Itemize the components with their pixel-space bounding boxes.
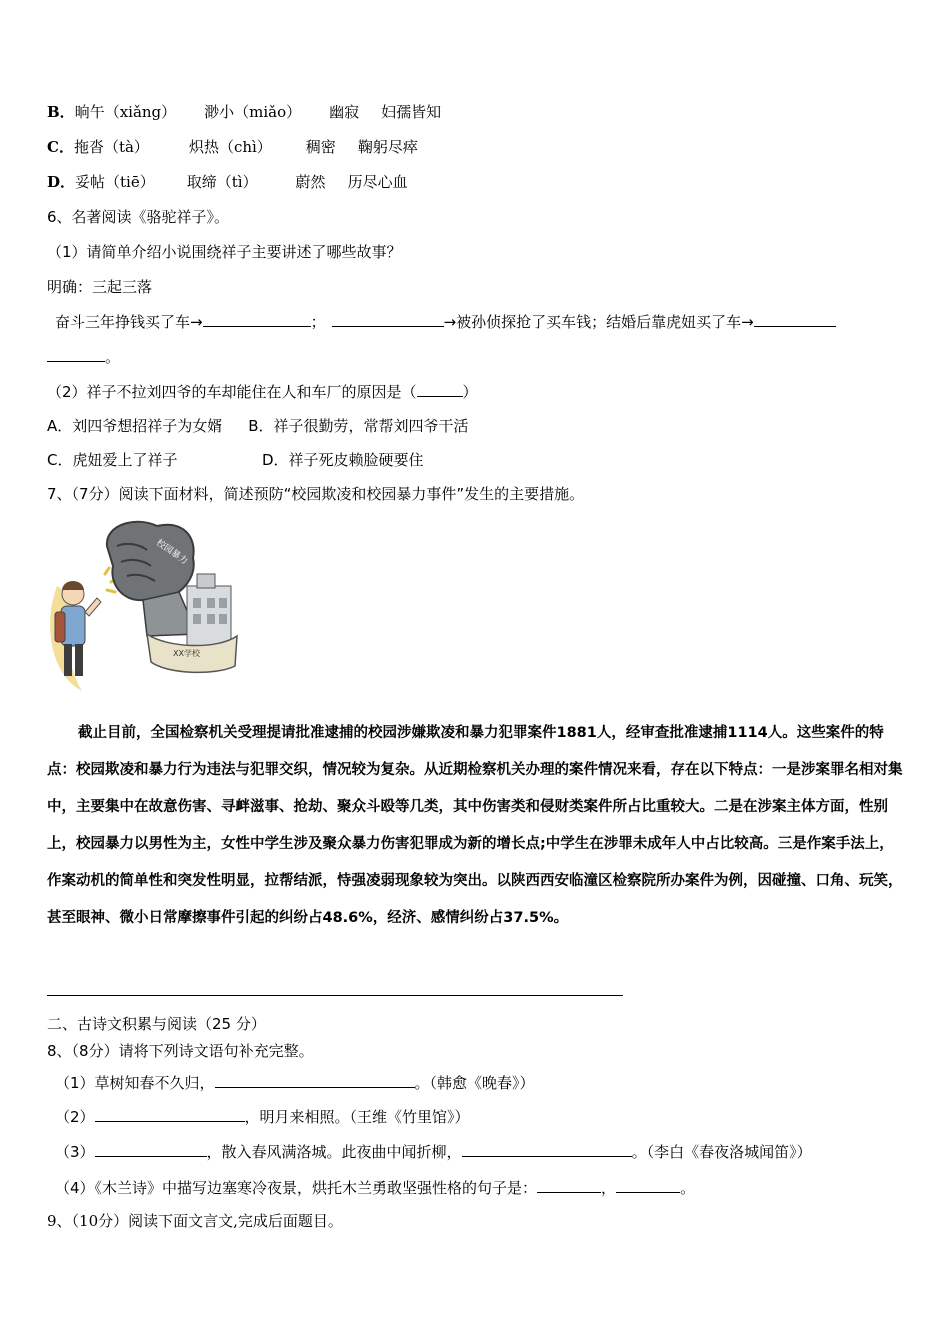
q6-story-line-2 <box>47 347 120 367</box>
q6-seg1: 奋斗三年挣钱买了车→ <box>55 313 203 331</box>
q7-title: 7、（7分）阅读下面材料，简述预防“校园欺凌和校园暴力事件”发生的主要措施。 <box>47 485 585 503</box>
q8-l1a: （1）草树知春不久归， <box>55 1074 215 1092</box>
option-d-word-2: 取缔（tì） <box>186 173 258 191</box>
q8-line-1 <box>55 1073 535 1093</box>
fist-label: 校园暴力 <box>154 537 190 567</box>
q8-l4a: （4）《木兰诗》中描写边塞寒冷夜景，烘托木兰勇敢坚强性格的句子是： <box>55 1179 538 1197</box>
q8-title: 8、（8分）请将下列诗文语句补充完整。 <box>47 1042 314 1060</box>
q6-sub2 <box>47 382 478 402</box>
q6-blank-3-cont[interactable] <box>47 347 105 362</box>
q6-option-d: D．祥子死皮赖脸硬要住 <box>262 451 424 469</box>
q6-blank-3[interactable] <box>754 312 836 327</box>
q6-end: 。 <box>105 348 121 366</box>
option-d-word-3: 蔚然 <box>295 173 326 191</box>
option-c-row <box>47 137 418 157</box>
q8-blank-1[interactable] <box>215 1073 415 1088</box>
option-c-word-4: 鞠躬尽瘁 <box>357 138 418 156</box>
q6-seg2: ； <box>310 313 326 331</box>
option-d-row <box>47 172 408 192</box>
school-label: XX学校 <box>173 649 200 658</box>
q6-title: 6、名著阅读《骆驼祥子》。 <box>47 208 230 226</box>
q6-story-line <box>55 312 836 332</box>
q8-l2b: ，明月来相照。（王维《竹里馆》） <box>244 1108 470 1126</box>
option-d-label: D． <box>47 173 76 191</box>
section2-title: 二、古诗文积累与阅读（25 分） <box>47 1015 266 1033</box>
option-c-word-1: 拖沓（tà） <box>73 138 149 156</box>
q8-blank-3[interactable] <box>95 1142 207 1157</box>
q8-blank-5[interactable] <box>537 1178 601 1193</box>
q6-sub2-blank[interactable] <box>417 382 463 397</box>
q8-l3c: 。（李白《春夜洛城闻笛》） <box>631 1143 812 1161</box>
option-c-label: C． <box>47 138 74 156</box>
answer-line[interactable] <box>47 995 623 996</box>
option-c-word-3: 稠密 <box>305 138 336 156</box>
q8-line-3 <box>55 1142 812 1162</box>
option-b-word-4: 妇孺皆知 <box>381 103 442 121</box>
q7-paragraph-text: 截止目前，全国检察机关受理提请批准逮捕的校园涉嫌欺凌和暴力犯罪案件1881人，经审查批准逮捕1114人。这些案件的特点：校园欺凌和暴力行为违法与犯罪交织，情况较为复杂。从近期检察机关办理的案件情况来看，存在以下特点：一是涉案罪名相对集中，主要集中在故意伤害、寻衅滋事、抢劫、聚众斗殴等几类，其中伤害类和侵财类案件所占比重较大。二是在涉案主体方面，性别上，校园暴力以男性为主，女性中学生涉及聚众暴力伤害犯罪成为新的增长点;中学生在涉罪未成年人中占比较高。三是作案手法上，作案动机的简单性和突发性明显，拉帮结派，恃强凌弱现象较为突出。以陕西西安临潼区检察院所办案件为例，因碰撞、口角、玩笑，甚至眼神、微小日常摩擦事件引起的纠纷占48.6%，经济、感情纠纷占37.5%。 <box>47 725 903 926</box>
q6-option-b: B．祥子很勤劳，常帮刘四爷干活 <box>248 417 469 435</box>
q6-blank-2[interactable] <box>332 312 444 327</box>
option-b-word-3: 幽寂 <box>329 103 360 121</box>
q6-hint: 明确：三起三落 <box>47 278 153 296</box>
option-d-word-1: 妥帖（tiē） <box>75 173 155 191</box>
q6-option-c: C．虎妞爱上了祥子 <box>47 451 178 469</box>
q6-sub2-text: （2）祥子不拉刘四爷的车却能住在人和车厂的原因是（ <box>47 383 417 401</box>
q6-sub2-end: ） <box>462 383 478 401</box>
q8-l4b: ， <box>601 1179 617 1197</box>
q8-line-4 <box>55 1178 695 1198</box>
q8-l4c: 。 <box>680 1179 696 1197</box>
q7-paragraph <box>47 715 905 937</box>
q8-line-2 <box>55 1107 470 1127</box>
q6-options-row-1 <box>47 416 469 436</box>
q6-seg3: →被孙侦探抢了买车钱；结婚后靠虎妞买了车→ <box>443 313 754 331</box>
option-b-word-1: 晌午（xiǎng） <box>74 103 177 121</box>
q8-l2a: （2） <box>55 1108 95 1126</box>
school-bullying-illustration <box>47 516 247 696</box>
option-b-label: B． <box>47 103 75 121</box>
option-b-word-2: 渺小（miǎo） <box>204 103 302 121</box>
q6-options-row-2 <box>47 450 424 470</box>
q8-blank-6[interactable] <box>616 1178 680 1193</box>
q9-title: 9、（10分）阅读下面文言文,完成后面题目。 <box>47 1212 343 1230</box>
q6-blank-1[interactable] <box>203 312 311 327</box>
option-c-word-2: 炽热（chì） <box>188 138 272 156</box>
option-d-word-4: 历尽心血 <box>347 173 408 191</box>
option-b-row <box>47 102 441 122</box>
q8-l3a: （3） <box>55 1143 95 1161</box>
q6-option-a: A．刘四爷想招祥子为女婿 <box>47 417 223 435</box>
q8-l3b: ，散入春风满洛城。此夜曲中闻折柳， <box>206 1143 462 1161</box>
q8-blank-2[interactable] <box>95 1107 245 1122</box>
q6-sub1: （1）请简单介绍小说围绕祥子主要讲述了哪些故事？ <box>47 243 402 261</box>
q8-l1b: 。（韩愈《晚春》） <box>414 1074 535 1092</box>
q8-blank-4[interactable] <box>462 1142 632 1157</box>
fist-figure <box>107 522 197 636</box>
